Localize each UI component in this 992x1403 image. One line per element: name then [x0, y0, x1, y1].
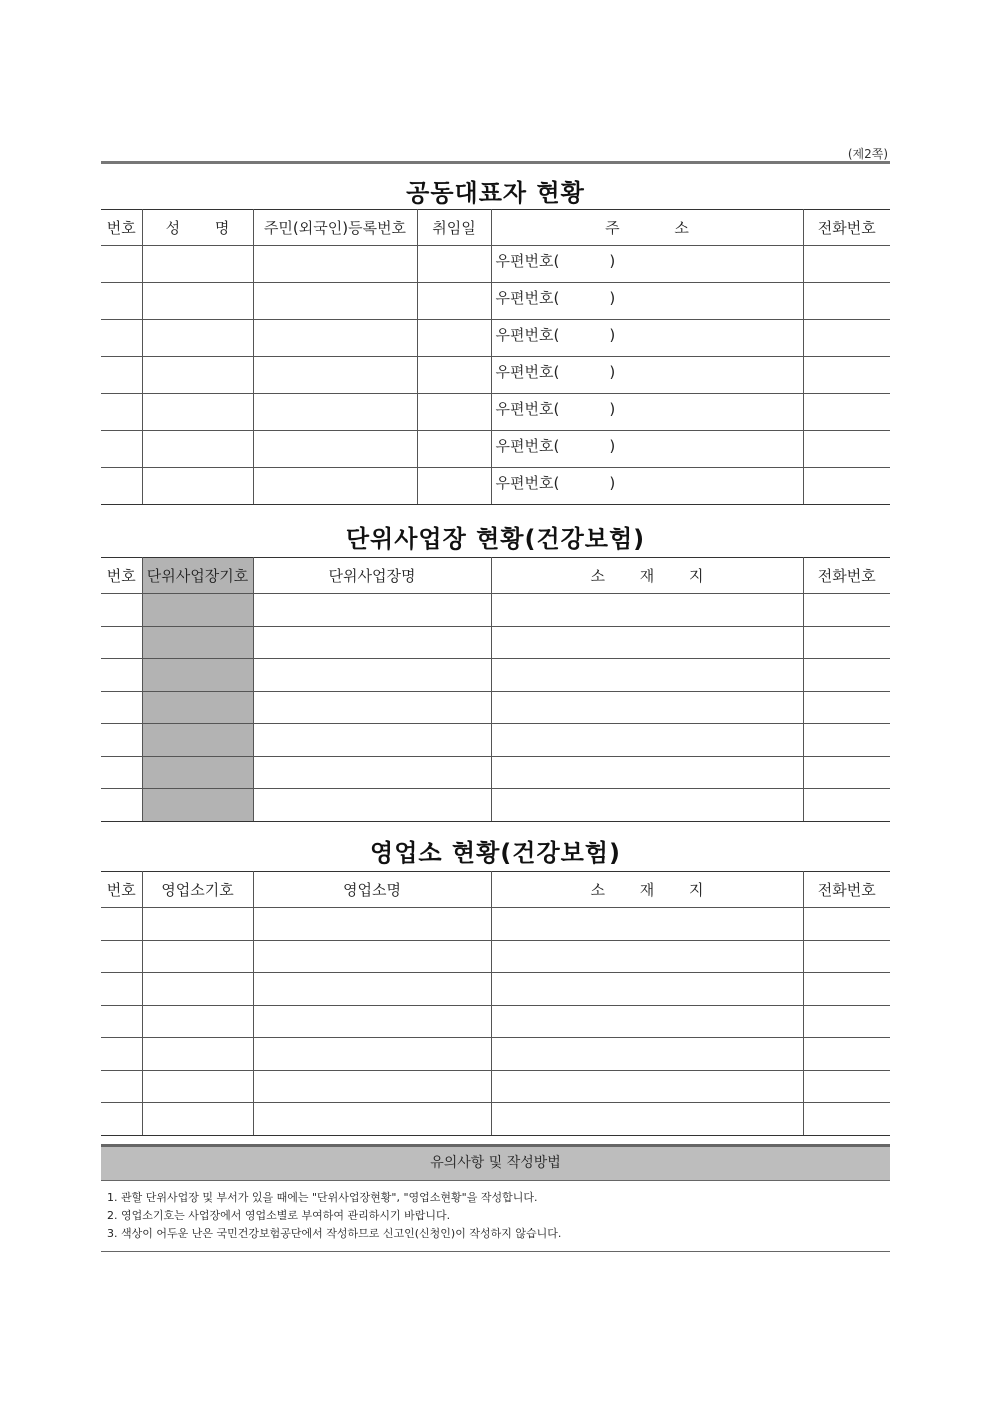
location-cell[interactable] [491, 908, 803, 941]
location-cell[interactable] [491, 940, 803, 973]
table-row [101, 756, 890, 789]
co-representative-table [101, 209, 890, 505]
col-location: 소 재 지 [491, 872, 803, 908]
number-cell[interactable] [101, 1005, 142, 1038]
unit-name-cell[interactable] [253, 724, 491, 757]
address-cell[interactable] [491, 468, 803, 505]
number-cell[interactable] [101, 1103, 142, 1136]
table-row [101, 691, 890, 724]
registration-number-cell[interactable] [253, 394, 417, 431]
table-row [101, 320, 890, 357]
registration-number-cell[interactable] [253, 246, 417, 283]
phone-cell[interactable] [803, 724, 890, 757]
phone-cell[interactable] [803, 908, 890, 941]
col-appointment-date: 취임일 [417, 210, 491, 246]
col-registration-number: 주민(외국인)등록번호 [253, 210, 417, 246]
location-cell[interactable] [491, 626, 803, 659]
unit-code-cell[interactable] [142, 756, 253, 789]
location-cell[interactable] [491, 724, 803, 757]
number-cell[interactable] [101, 1070, 142, 1103]
unit-name-cell[interactable] [253, 659, 491, 692]
table-row [101, 1070, 890, 1103]
registration-number-cell[interactable] [253, 431, 417, 468]
phone-cell[interactable] [803, 357, 890, 394]
branch-name-cell[interactable] [253, 940, 491, 973]
number-cell[interactable] [101, 246, 142, 283]
phone-cell[interactable] [803, 691, 890, 724]
unit-code-cell[interactable] [142, 594, 253, 627]
number-cell[interactable] [101, 626, 142, 659]
number-cell[interactable] [101, 1038, 142, 1071]
table-row [101, 940, 890, 973]
zip-code-close: ) [609, 363, 616, 381]
appointment-date-cell[interactable] [417, 394, 491, 431]
number-cell[interactable] [101, 659, 142, 692]
zip-code-label: 우편번호( [495, 437, 560, 455]
unit-name-cell[interactable] [253, 594, 491, 627]
table-header-row [101, 872, 890, 908]
number-cell[interactable] [101, 973, 142, 1006]
number-cell[interactable] [101, 940, 142, 973]
col-branch-code: 영업소기호 [142, 872, 253, 908]
unit-code-cell[interactable] [142, 724, 253, 757]
number-cell[interactable] [101, 283, 142, 320]
table-row [101, 468, 890, 505]
phone-cell[interactable] [803, 468, 890, 505]
registration-number-cell[interactable] [253, 468, 417, 505]
number-cell[interactable] [101, 691, 142, 724]
table-row [101, 594, 890, 627]
phone-cell[interactable] [803, 320, 890, 357]
phone-cell[interactable] [803, 1103, 890, 1136]
page-number: (제2쪽) [847, 147, 888, 161]
branch-office-table [101, 871, 890, 1136]
location-cell[interactable] [491, 1038, 803, 1071]
col-unit-code: 단위사업장기호 [142, 558, 253, 594]
appointment-date-cell[interactable] [417, 283, 491, 320]
name-cell[interactable] [142, 246, 253, 283]
col-branch-name: 영업소명 [253, 872, 491, 908]
branch-code-cell[interactable] [142, 973, 253, 1006]
location-cell[interactable] [491, 594, 803, 627]
table-row [101, 626, 890, 659]
unit-code-cell[interactable] [142, 626, 253, 659]
phone-cell[interactable] [803, 283, 890, 320]
appointment-date-cell[interactable] [417, 431, 491, 468]
col-phone: 전화번호 [803, 872, 890, 908]
unit-code-cell[interactable] [142, 691, 253, 724]
name-cell[interactable] [142, 357, 253, 394]
table-row [101, 789, 890, 822]
location-cell[interactable] [491, 1005, 803, 1038]
address-cell[interactable] [491, 283, 803, 320]
number-cell[interactable] [101, 320, 142, 357]
name-cell[interactable] [142, 468, 253, 505]
location-cell[interactable] [491, 1070, 803, 1103]
location-cell[interactable] [491, 789, 803, 822]
table-row [101, 908, 890, 941]
phone-cell[interactable] [803, 789, 890, 822]
registration-number-cell[interactable] [253, 320, 417, 357]
col-phone: 전화번호 [803, 210, 890, 246]
phone-cell[interactable] [803, 626, 890, 659]
appointment-date-cell[interactable] [417, 320, 491, 357]
branch-code-cell[interactable] [142, 1005, 253, 1038]
number-cell[interactable] [101, 756, 142, 789]
col-phone: 전화번호 [803, 558, 890, 594]
phone-cell[interactable] [803, 940, 890, 973]
note-item: 3. 색상이 어두운 난은 국민건강보험공단에서 작성하므로 신고인(신청인)이 작성하지 않습니다. [107, 1227, 562, 1240]
phone-cell[interactable] [803, 973, 890, 1006]
table-row [101, 1038, 890, 1071]
col-number: 번호 [101, 210, 142, 246]
zip-code-close: ) [609, 326, 616, 344]
zip-code-label: 우편번호( [495, 474, 560, 492]
number-cell[interactable] [101, 789, 142, 822]
table-row [101, 394, 890, 431]
phone-cell[interactable] [803, 659, 890, 692]
branch-code-cell[interactable] [142, 1070, 253, 1103]
branch-code-cell[interactable] [142, 1103, 253, 1136]
zip-code-close: ) [609, 252, 616, 270]
unit-name-cell[interactable] [253, 789, 491, 822]
section2-title: 단위사업장 현황(건강보험) [345, 525, 646, 553]
number-cell[interactable] [101, 594, 142, 627]
name-cell[interactable] [142, 431, 253, 468]
location-cell[interactable] [491, 691, 803, 724]
table-row [101, 1005, 890, 1038]
col-address: 주 소 [491, 210, 803, 246]
branch-name-cell[interactable] [253, 1103, 491, 1136]
notes-section [101, 1144, 890, 1252]
address-cell[interactable] [491, 357, 803, 394]
branch-code-cell[interactable] [142, 908, 253, 941]
section3-title: 영업소 현황(건강보험) [370, 839, 621, 867]
unit-name-cell[interactable] [253, 756, 491, 789]
location-cell[interactable] [491, 973, 803, 1006]
phone-cell[interactable] [803, 594, 890, 627]
location-cell[interactable] [491, 756, 803, 789]
table-row [101, 283, 890, 320]
col-location: 소 재 지 [491, 558, 803, 594]
unit-code-cell[interactable] [142, 789, 253, 822]
table-header-row [101, 210, 890, 246]
zip-code-close: ) [609, 400, 616, 418]
address-cell[interactable] [491, 320, 803, 357]
zip-code-close: ) [609, 437, 616, 455]
zip-code-label: 우편번호( [495, 400, 560, 418]
appointment-date-cell[interactable] [417, 468, 491, 505]
location-cell[interactable] [491, 1103, 803, 1136]
number-cell[interactable] [101, 394, 142, 431]
zip-code-label: 우편번호( [495, 363, 560, 381]
col-number: 번호 [101, 872, 142, 908]
unit-workplace-table [101, 557, 890, 822]
number-cell[interactable] [101, 357, 142, 394]
registration-number-cell[interactable] [253, 357, 417, 394]
address-cell[interactable] [491, 246, 803, 283]
zip-code-close: ) [609, 474, 616, 492]
number-cell[interactable] [101, 724, 142, 757]
table-row [101, 431, 890, 468]
number-cell[interactable] [101, 468, 142, 505]
name-cell[interactable] [142, 394, 253, 431]
unit-name-cell[interactable] [253, 626, 491, 659]
branch-name-cell[interactable] [253, 1038, 491, 1071]
zip-code-close: ) [609, 289, 616, 307]
col-name: 성 명 [142, 210, 253, 246]
name-cell[interactable] [142, 283, 253, 320]
number-cell[interactable] [101, 431, 142, 468]
phone-cell[interactable] [803, 246, 890, 283]
col-unit-name: 단위사업장명 [253, 558, 491, 594]
name-cell[interactable] [142, 320, 253, 357]
branch-code-cell[interactable] [142, 1038, 253, 1071]
phone-cell[interactable] [803, 394, 890, 431]
location-cell[interactable] [491, 659, 803, 692]
table-header-row [101, 558, 890, 594]
table-row [101, 973, 890, 1006]
address-cell[interactable] [491, 394, 803, 431]
table-row [101, 357, 890, 394]
table-row [101, 1103, 890, 1136]
phone-cell[interactable] [803, 1070, 890, 1103]
phone-cell[interactable] [803, 431, 890, 468]
notes-title: 유의사항 및 작성방법 [101, 1147, 890, 1181]
table-row [101, 724, 890, 757]
zip-code-label: 우편번호( [495, 252, 560, 270]
top-rule [101, 161, 890, 164]
zip-code-label: 우편번호( [495, 289, 560, 307]
branch-name-cell[interactable] [253, 973, 491, 1006]
registration-number-cell[interactable] [253, 283, 417, 320]
note-item: 2. 영업소기호는 사업장에서 영업소별로 부여하여 관리하시기 바랍니다. [107, 1209, 451, 1222]
branch-code-cell[interactable] [142, 940, 253, 973]
number-cell[interactable] [101, 908, 142, 941]
notes-list [101, 1181, 890, 1252]
section1-title: 공동대표자 현황 [406, 179, 585, 207]
branch-name-cell[interactable] [253, 908, 491, 941]
unit-code-cell[interactable] [142, 659, 253, 692]
appointment-date-cell[interactable] [417, 357, 491, 394]
phone-cell[interactable] [803, 1038, 890, 1071]
branch-name-cell[interactable] [253, 1005, 491, 1038]
branch-name-cell[interactable] [253, 1070, 491, 1103]
unit-name-cell[interactable] [253, 691, 491, 724]
table-row [101, 246, 890, 283]
address-cell[interactable] [491, 431, 803, 468]
phone-cell[interactable] [803, 756, 890, 789]
zip-code-label: 우편번호( [495, 326, 560, 344]
phone-cell[interactable] [803, 1005, 890, 1038]
note-item: 1. 관할 단위사업장 및 부서가 있을 때에는 "단위사업장현황", "영업소현황"을 작성합니다. [107, 1191, 538, 1204]
appointment-date-cell[interactable] [417, 246, 491, 283]
table-row [101, 659, 890, 692]
col-number: 번호 [101, 558, 142, 594]
